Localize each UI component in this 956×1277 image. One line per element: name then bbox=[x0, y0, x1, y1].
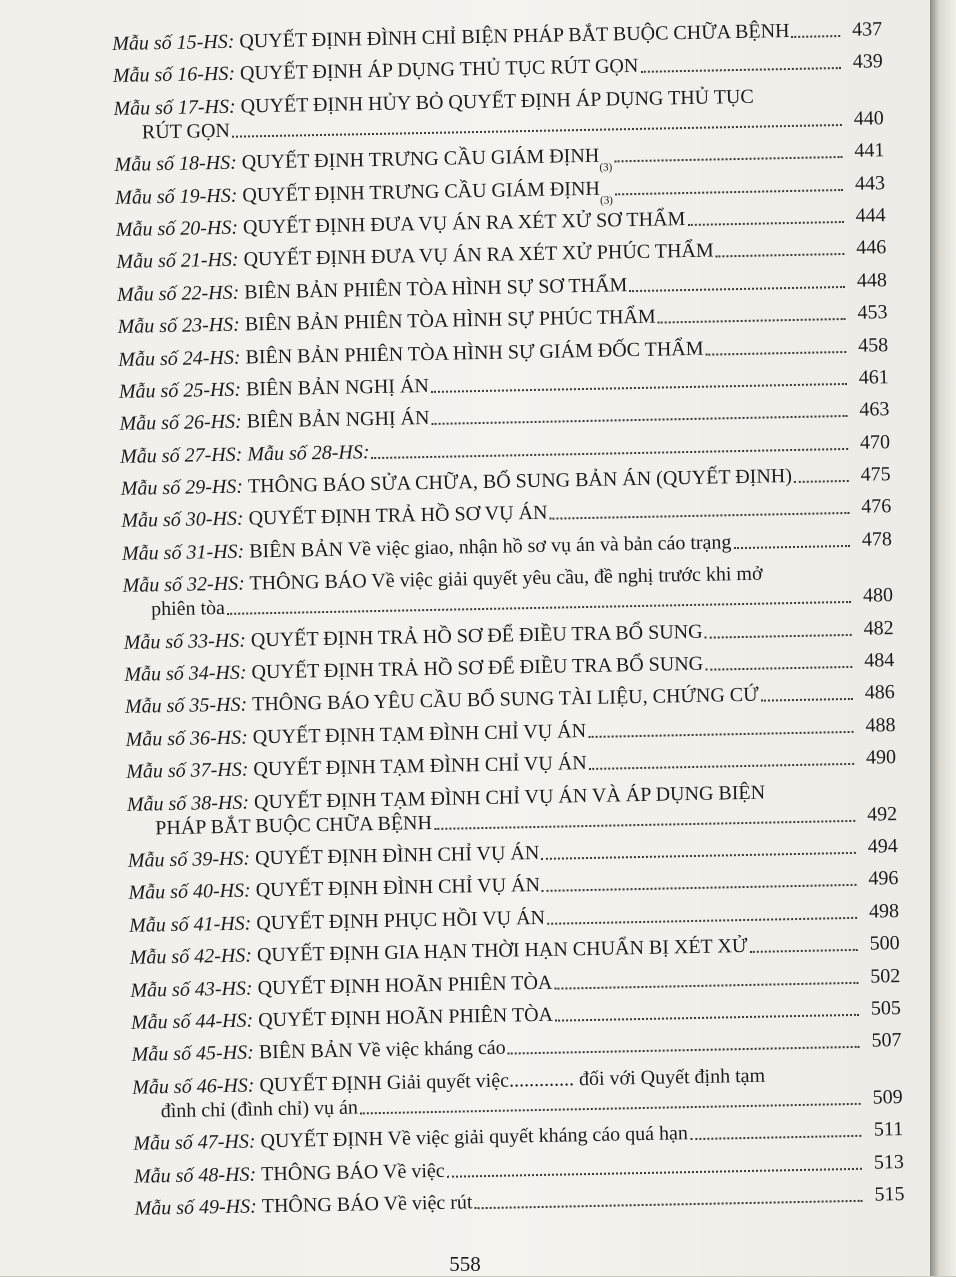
entry-title: THÔNG BÁO SỬA CHỮA, BỔ SUNG BẢN ÁN (QUYẾT ĐỊNH) bbox=[248, 464, 792, 498]
entry-code: Mẫu số 20-HS: bbox=[116, 216, 239, 242]
entry-page: 515 bbox=[864, 1182, 904, 1207]
dot-leader bbox=[794, 479, 849, 483]
entry-title: THÔNG BÁO YÊU CẦU BỔ SUNG TÀI LIỆU, CHỨNG CỨ bbox=[252, 683, 759, 717]
dot-leader bbox=[705, 665, 852, 671]
entry-code: Mẫu số 17-HS: bbox=[113, 95, 236, 119]
entry-code: Mẫu số 48-HS: bbox=[134, 1162, 257, 1188]
entry-title: BIÊN BẢN Về việc kháng cáo bbox=[259, 1036, 506, 1065]
entry-page: 461 bbox=[849, 365, 889, 390]
toc-entry bbox=[125, 713, 895, 752]
dot-leader bbox=[615, 188, 843, 195]
entry-page: 439 bbox=[842, 50, 882, 75]
entry-page: 443 bbox=[845, 171, 885, 196]
entry-title: QUYẾT ĐỊNH ĐÌNH CHỈ BIỆN PHÁP BẮT BUỘC CHỮA BỆNH bbox=[239, 19, 790, 54]
entry-code: Mẫu số 49-HS: bbox=[134, 1194, 257, 1220]
dot-leader bbox=[761, 697, 853, 702]
toc-entry bbox=[121, 462, 891, 501]
entry-page: 458 bbox=[848, 333, 888, 358]
dot-leader bbox=[589, 762, 854, 770]
entry-page: 441 bbox=[844, 138, 884, 163]
dot-leader bbox=[432, 414, 848, 425]
entry-title: QUYẾT ĐỊNH ÁP DỤNG THỦ TỤC RÚT GỌN bbox=[240, 54, 639, 86]
dot-leader bbox=[431, 382, 847, 393]
entry-code: Mẫu số 19-HS: bbox=[115, 183, 238, 209]
entry-page: 511 bbox=[863, 1117, 903, 1142]
entry-page: 496 bbox=[858, 866, 898, 891]
entry-code: Mẫu số 16-HS: bbox=[113, 62, 236, 88]
entry-code: Mẫu số 42-HS: bbox=[130, 944, 253, 970]
entry-title: QUYẾT ĐỊNH PHỤC HỒI VỤ ÁN bbox=[256, 906, 545, 936]
entry-title-continued: đình chỉ (đình chỉ) vụ án bbox=[160, 1095, 358, 1123]
entry-title: QUYẾT ĐỊNH TẠM ĐÌNH CHỈ VỤ ÁN VÀ ÁP DỤNG BIỆN bbox=[254, 781, 765, 813]
entry-title: QUYẾT ĐỊNH TRẢ HỒ SƠ ĐỂ ĐIỀU TRA BỔ SUNG bbox=[251, 652, 703, 685]
dot-leader bbox=[658, 317, 846, 324]
dot-leader bbox=[792, 34, 841, 38]
entry-code: Mẫu số 29-HS: bbox=[121, 475, 244, 501]
toc-entry bbox=[130, 964, 900, 1003]
toc-entry bbox=[122, 559, 893, 622]
entry-code: Mẫu số 35-HS: bbox=[125, 693, 248, 719]
entry-title: QUYẾT ĐỊNH GIA HẠN THỜI HẠN CHUẨN BỊ XÉT XỬ bbox=[257, 934, 748, 967]
toc-entry bbox=[128, 866, 898, 905]
toc-entry bbox=[117, 268, 887, 307]
entry-title-continued: PHÁP BẮT BUỘC CHỮA BỆNH bbox=[155, 811, 432, 840]
toc-entry bbox=[131, 996, 901, 1035]
toc-entry bbox=[122, 527, 892, 566]
entry-page: 463 bbox=[849, 397, 889, 422]
dot-leader bbox=[690, 1134, 861, 1140]
entry-code: Mẫu số 27-HS: bbox=[120, 442, 243, 468]
dot-leader bbox=[640, 66, 840, 73]
entry-code: Mẫu số 40-HS: bbox=[128, 879, 251, 905]
toc-entry bbox=[127, 778, 898, 841]
entry-page: 502 bbox=[860, 964, 900, 989]
toc-entry bbox=[116, 236, 886, 275]
toc-entry bbox=[130, 931, 900, 970]
toc-entry bbox=[134, 1150, 904, 1189]
entry-code: Mẫu số 32-HS: bbox=[122, 573, 245, 597]
toc-entry bbox=[120, 430, 890, 469]
entry-title: QUYẾT ĐỊNH HOÃN PHIÊN TÒA bbox=[257, 970, 552, 1000]
entry-title: QUYẾT ĐỊNH HOÃN PHIÊN TÒA bbox=[258, 1003, 553, 1033]
entry-code: Mẫu số 39-HS: bbox=[128, 846, 251, 872]
entry-title: THÔNG BÁO Về việc giải quyết yêu cầu, đề nghị trước khi mở bbox=[249, 563, 763, 595]
entry-code: Mẫu số 36-HS: bbox=[125, 725, 248, 751]
entry-code: Mẫu số 45-HS: bbox=[131, 1041, 254, 1067]
entry-title: QUYẾT ĐỊNH TẠM ĐÌNH CHỈ VỤ ÁN bbox=[253, 719, 587, 749]
dot-leader bbox=[550, 511, 850, 520]
entry-code: Mẫu số 43-HS: bbox=[130, 976, 253, 1002]
entry-page: 507 bbox=[861, 1028, 901, 1053]
toc-entry bbox=[112, 17, 882, 56]
toc-entry bbox=[115, 171, 885, 210]
entry-title: QUYẾT ĐỊNH ĐÌNH CHỈ VỤ ÁN bbox=[255, 841, 540, 870]
dot-leader bbox=[588, 730, 853, 738]
toc-entry bbox=[113, 50, 883, 89]
toc-entry bbox=[118, 333, 888, 372]
toc-entry bbox=[123, 616, 893, 655]
dot-leader bbox=[555, 1013, 859, 1022]
entry-page: 448 bbox=[847, 268, 887, 293]
dot-leader bbox=[614, 155, 842, 162]
entry-page: 480 bbox=[853, 583, 893, 608]
entry-title: BIÊN BẢN PHIÊN TÒA HÌNH SỰ SƠ THẨM bbox=[244, 273, 628, 304]
toc-entry bbox=[113, 82, 884, 145]
toc-entry bbox=[119, 397, 889, 436]
entry-code: Mẫu số 44-HS: bbox=[131, 1008, 254, 1034]
entry-page: 478 bbox=[852, 527, 892, 552]
toc-entry bbox=[134, 1182, 904, 1221]
entry-code: Mẫu số 31-HS: bbox=[122, 539, 245, 565]
entry-title: QUYẾT ĐỊNH TRẢ HỒ SƠ ĐỂ ĐIỀU TRA BỔ SUNG bbox=[251, 619, 703, 652]
toc-entry bbox=[125, 681, 895, 720]
entry-page: 505 bbox=[861, 996, 901, 1021]
entry-page: 476 bbox=[851, 495, 891, 520]
dot-leader bbox=[434, 818, 855, 829]
entry-page: 440 bbox=[844, 106, 884, 131]
entry-title: BIÊN BẢN Về việc giao, nhận hồ sơ vụ án và bản cáo trạng bbox=[249, 530, 732, 563]
dot-leader bbox=[706, 349, 847, 355]
entry-page: 513 bbox=[864, 1150, 904, 1175]
entry-title: THÔNG BÁO Về việc rút bbox=[262, 1190, 473, 1218]
entry-title: QUYẾT ĐỊNH Giải quyết việc............. đối với Quyết định tạm bbox=[259, 1064, 765, 1096]
entry-page: 486 bbox=[855, 681, 895, 706]
entry-page: 490 bbox=[856, 745, 896, 770]
dot-leader bbox=[554, 980, 858, 989]
entry-title: BIÊN BẢN NGHỊ ÁN bbox=[246, 406, 429, 434]
entry-code: Mẫu số 46-HS: bbox=[132, 1074, 255, 1098]
dot-leader bbox=[542, 883, 857, 892]
toc-entry bbox=[116, 203, 886, 242]
toc-entry bbox=[133, 1117, 903, 1156]
toc-entry bbox=[131, 1028, 901, 1067]
dot-leader bbox=[629, 285, 845, 292]
toc-entry bbox=[119, 365, 889, 404]
entry-title: QUYẾT ĐỊNH TRƯNG CẦU GIÁM ĐỊNH bbox=[242, 144, 600, 175]
toc-entry bbox=[132, 1061, 903, 1124]
entry-code: Mẫu số 15-HS: bbox=[112, 30, 235, 56]
entry-code: Mẫu số 24-HS: bbox=[118, 345, 241, 371]
entry-title: QUYẾT ĐỊNH ĐƯA VỤ ÁN RA XÉT XỬ SƠ THẨM bbox=[243, 207, 686, 239]
entry-code: Mẫu số 23-HS: bbox=[117, 313, 240, 339]
entry-code: Mẫu số 25-HS: bbox=[119, 377, 242, 403]
entry-page: 475 bbox=[850, 462, 890, 487]
entry-title: BIÊN BẢN PHIÊN TÒA HÌNH SỰ PHÚC THẨM bbox=[245, 305, 656, 337]
entry-page: 488 bbox=[855, 713, 895, 738]
entry-title: BIÊN BẢN NGHỊ ÁN bbox=[246, 374, 429, 402]
dot-leader bbox=[475, 1199, 863, 1209]
dot-leader bbox=[687, 220, 843, 226]
dot-leader bbox=[541, 851, 856, 860]
dot-leader bbox=[227, 600, 851, 615]
entry-page: 453 bbox=[847, 300, 887, 325]
entry-code: Mẫu số 33-HS: bbox=[123, 628, 246, 654]
entry-page: 494 bbox=[858, 834, 898, 859]
dot-leader bbox=[360, 1102, 861, 1115]
entry-title: THÔNG BÁO Về việc bbox=[261, 1158, 445, 1186]
entry-title: BIÊN BẢN PHIÊN TÒA HÌNH SỰ GIÁM ĐỐC THẨM bbox=[245, 336, 704, 369]
dot-leader bbox=[232, 123, 842, 138]
entry-code: Mẫu số 38-HS: bbox=[127, 791, 250, 815]
page-number: 558 bbox=[0, 1252, 930, 1277]
entry-page: 444 bbox=[845, 203, 885, 228]
entry-code: Mẫu số 30-HS: bbox=[121, 507, 244, 533]
toc-entry bbox=[121, 495, 891, 534]
entry-title-continued: RÚT GỌN bbox=[142, 119, 230, 145]
toc-entry bbox=[126, 745, 896, 784]
entry-code: Mẫu số 21-HS: bbox=[116, 248, 239, 274]
entry-page: 509 bbox=[862, 1085, 902, 1110]
entry-code: Mẫu số 47-HS: bbox=[133, 1130, 256, 1156]
toc-entry bbox=[129, 899, 899, 938]
entry-title: QUYẾT ĐỊNH TRƯNG CẦU GIÁM ĐỊNH bbox=[242, 176, 600, 207]
dot-leader bbox=[447, 1166, 862, 1177]
toc-entry bbox=[128, 834, 898, 873]
entry-title: QUYẾT ĐỊNH HỦY BỎ QUYẾT ĐỊNH ÁP DỤNG THỦ TỤC bbox=[240, 85, 753, 117]
entry-title: QUYẾT ĐỊNH ĐƯA VỤ ÁN RA XÉT XỬ PHÚC THẨM bbox=[243, 239, 714, 272]
entry-page: 470 bbox=[850, 430, 890, 455]
dot-leader bbox=[705, 633, 852, 639]
entry-code: Mẫu số 41-HS: bbox=[129, 911, 252, 937]
entry-title: QUYẾT ĐỊNH ĐÌNH CHỈ VỤ ÁN bbox=[256, 873, 541, 902]
book-gutter bbox=[930, 0, 956, 1276]
dot-leader bbox=[508, 1045, 860, 1055]
entry-code: Mẫu số 34-HS: bbox=[124, 661, 247, 687]
toc-entry bbox=[124, 648, 894, 687]
toc-entry bbox=[114, 138, 884, 177]
dot-leader bbox=[372, 447, 849, 459]
entry-code: Mẫu số 22-HS: bbox=[117, 280, 240, 306]
entry-page: 492 bbox=[857, 802, 897, 827]
entry-page: 482 bbox=[853, 616, 893, 641]
entry-title: QUYẾT ĐỊNH TRẢ HỒ SƠ VỤ ÁN bbox=[248, 501, 547, 531]
entry-page: 498 bbox=[859, 899, 899, 924]
toc-entry bbox=[117, 300, 887, 339]
dot-leader bbox=[749, 948, 857, 953]
table-of-contents bbox=[112, 17, 905, 1229]
entry-title-continued: phiên tòa bbox=[151, 596, 225, 621]
dot-leader bbox=[716, 252, 845, 257]
entry-page: 500 bbox=[859, 931, 899, 956]
entry-code: Mẫu số 26-HS: bbox=[119, 410, 242, 436]
dot-leader bbox=[547, 916, 857, 925]
entry-page: 437 bbox=[842, 17, 882, 42]
entry-code-secondary: Mẫu số 28-HS: bbox=[247, 440, 370, 466]
entry-code: Mẫu số 18-HS: bbox=[114, 151, 237, 177]
entry-page: 446 bbox=[846, 236, 886, 261]
entry-code: Mẫu số 37-HS: bbox=[126, 758, 249, 784]
dot-leader bbox=[734, 544, 851, 549]
entry-title: QUYẾT ĐỊNH TẠM ĐÌNH CHỈ VỤ ÁN bbox=[253, 751, 587, 781]
entry-title: QUYẾT ĐỊNH Về việc giải quyết kháng cáo quá hạn bbox=[260, 1121, 688, 1153]
entry-page: 484 bbox=[854, 648, 894, 673]
